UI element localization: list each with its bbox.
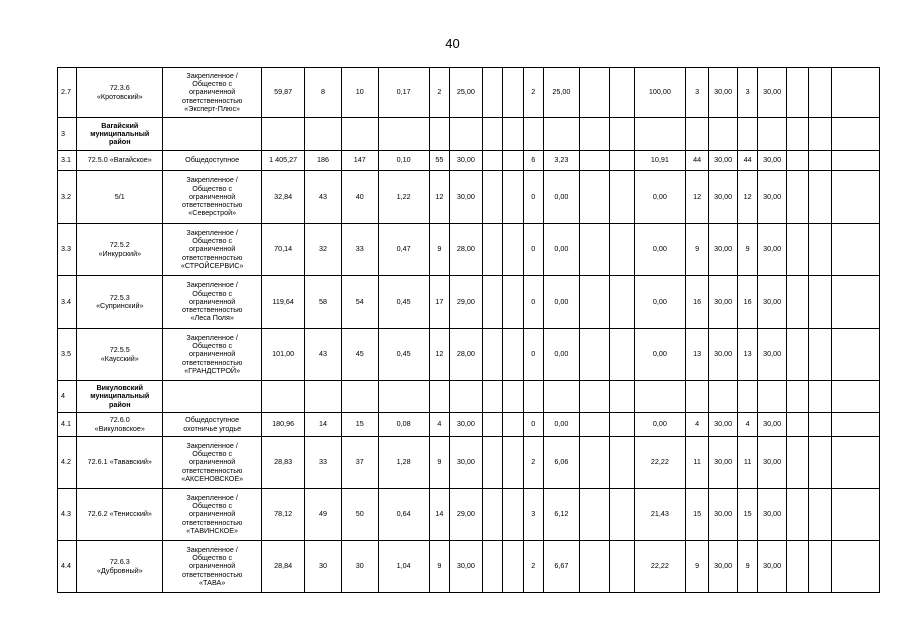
ground-type-cell: Закрепленное / Общество с ограниченной ответственностью «Эксперт-Плюс»	[163, 68, 262, 118]
empty-cell	[831, 437, 879, 489]
value-cell	[482, 224, 502, 276]
value-cell: 0,17	[378, 68, 429, 118]
value-cell: 6,67	[543, 541, 579, 593]
empty-cell	[809, 329, 831, 381]
value-cell: 6	[523, 151, 543, 171]
empty-cell	[831, 381, 879, 413]
hunting-grounds-table	[57, 67, 880, 593]
row-number-cell: 3.1	[58, 151, 77, 171]
value-cell: 30,00	[450, 437, 483, 489]
empty-cell	[809, 68, 831, 118]
value-cell: 30,00	[450, 413, 483, 437]
ground-name-cell: 72.6.0 «Викуловское»	[77, 413, 163, 437]
row-number-cell: 3.5	[58, 329, 77, 381]
empty-cell	[809, 118, 831, 151]
empty-cell	[786, 224, 808, 276]
empty-cell	[341, 381, 378, 413]
empty-cell	[786, 276, 808, 329]
value-cell: 0	[523, 224, 543, 276]
value-cell: 32	[305, 224, 342, 276]
empty-cell	[786, 171, 808, 224]
value-cell	[579, 489, 610, 541]
table-row	[58, 224, 880, 276]
value-cell: 29,00	[450, 489, 483, 541]
value-cell: 0,08	[378, 413, 429, 437]
value-cell: 22,22	[634, 541, 685, 593]
value-cell	[503, 437, 523, 489]
empty-cell	[163, 118, 262, 151]
value-cell: 0,00	[634, 276, 685, 329]
value-cell: 15	[737, 489, 757, 541]
empty-cell	[482, 381, 502, 413]
value-cell: 11	[737, 437, 757, 489]
value-cell: 4	[429, 413, 449, 437]
value-cell	[610, 329, 635, 381]
value-cell	[579, 329, 610, 381]
value-cell: 14	[429, 489, 449, 541]
empty-cell	[809, 437, 831, 489]
value-cell: 119,64	[262, 276, 305, 329]
empty-cell	[610, 118, 635, 151]
empty-cell	[341, 118, 378, 151]
empty-cell	[429, 118, 449, 151]
value-cell	[579, 541, 610, 593]
value-cell: 147	[341, 151, 378, 171]
empty-cell	[786, 68, 808, 118]
empty-cell	[831, 68, 879, 118]
value-cell: 21,43	[634, 489, 685, 541]
ground-name-cell: 72.6.3 «Дубровный»	[77, 541, 163, 593]
value-cell	[610, 171, 635, 224]
value-cell: 28,00	[450, 329, 483, 381]
value-cell: 30	[341, 541, 378, 593]
empty-cell	[809, 489, 831, 541]
empty-cell	[579, 118, 610, 151]
empty-cell	[685, 118, 708, 151]
value-cell: 2	[523, 68, 543, 118]
row-number-cell: 3.3	[58, 224, 77, 276]
value-cell	[482, 276, 502, 329]
value-cell	[503, 329, 523, 381]
table-row	[58, 413, 880, 437]
empty-cell	[543, 118, 579, 151]
row-number-cell: 4.1	[58, 413, 77, 437]
table-row	[58, 329, 880, 381]
value-cell	[579, 68, 610, 118]
table-row	[58, 171, 880, 224]
value-cell: 54	[341, 276, 378, 329]
value-cell: 14	[305, 413, 342, 437]
value-cell: 25,00	[450, 68, 483, 118]
empty-cell	[809, 151, 831, 171]
page-number: 40	[445, 36, 460, 51]
value-cell: 0,00	[634, 413, 685, 437]
value-cell: 43	[305, 329, 342, 381]
ground-type-cell: Закрепленное / Общество с ограниченной ответственностью «АКСЕНОВСКОЕ»	[163, 437, 262, 489]
value-cell: 30,00	[758, 171, 787, 224]
value-cell: 30,00	[709, 489, 738, 541]
value-cell	[482, 171, 502, 224]
value-cell: 10	[341, 68, 378, 118]
value-cell: 40	[341, 171, 378, 224]
value-cell: 30,00	[709, 68, 738, 118]
table-row	[58, 437, 880, 489]
ground-name-cell: 72.5.5 «Каусский»	[77, 329, 163, 381]
value-cell: 30,00	[709, 413, 738, 437]
value-cell: 16	[737, 276, 757, 329]
empty-cell	[831, 171, 879, 224]
empty-cell	[809, 276, 831, 329]
value-cell: 9	[737, 224, 757, 276]
value-cell	[482, 541, 502, 593]
empty-cell	[685, 381, 708, 413]
value-cell: 25,00	[543, 68, 579, 118]
ground-type-cell: Общедоступное	[163, 151, 262, 171]
value-cell: 8	[305, 68, 342, 118]
value-cell	[503, 224, 523, 276]
value-cell: 13	[737, 329, 757, 381]
value-cell: 186	[305, 151, 342, 171]
empty-cell	[305, 118, 342, 151]
empty-cell	[786, 381, 808, 413]
ground-type-cell: Закрепленное / Общество с ограниченной ответственностью «ТАВИНСКОЕ»	[163, 489, 262, 541]
value-cell	[482, 68, 502, 118]
value-cell	[482, 437, 502, 489]
empty-cell	[831, 329, 879, 381]
value-cell: 37	[341, 437, 378, 489]
value-cell: 32,84	[262, 171, 305, 224]
ground-name-cell: 5/1	[77, 171, 163, 224]
table-row	[58, 276, 880, 329]
empty-cell	[786, 151, 808, 171]
value-cell: 13	[685, 329, 708, 381]
value-cell: 30,00	[709, 541, 738, 593]
ground-name-cell: 72.6.1 «Тававский»	[77, 437, 163, 489]
value-cell: 28,83	[262, 437, 305, 489]
value-cell: 180,96	[262, 413, 305, 437]
value-cell: 0,00	[543, 276, 579, 329]
value-cell: 30,00	[709, 329, 738, 381]
empty-cell	[709, 118, 738, 151]
value-cell: 3	[737, 68, 757, 118]
value-cell	[610, 437, 635, 489]
row-number-cell: 4	[58, 381, 77, 413]
section-row	[58, 381, 880, 413]
value-cell: 33	[305, 437, 342, 489]
ground-name-cell: 72.6.2 «Тенисский»	[77, 489, 163, 541]
value-cell: 2	[429, 68, 449, 118]
empty-cell	[758, 381, 787, 413]
value-cell: 0,00	[543, 171, 579, 224]
value-cell: 70,14	[262, 224, 305, 276]
value-cell: 0	[523, 276, 543, 329]
empty-cell	[809, 413, 831, 437]
empty-cell	[831, 413, 879, 437]
value-cell: 29,00	[450, 276, 483, 329]
empty-cell	[809, 541, 831, 593]
value-cell: 9	[429, 224, 449, 276]
ground-type-cell: Закрепленное / Общество с ограниченной ответственностью «СТРОЙСЕРВИС»	[163, 224, 262, 276]
value-cell	[610, 276, 635, 329]
value-cell: 6,06	[543, 437, 579, 489]
ground-type-cell: Закрепленное / Общество с ограниченной ответственностью «Северстрой»	[163, 171, 262, 224]
value-cell: 0,64	[378, 489, 429, 541]
value-cell: 101,00	[262, 329, 305, 381]
row-number-cell: 2.7	[58, 68, 77, 118]
value-cell	[482, 489, 502, 541]
value-cell: 49	[305, 489, 342, 541]
empty-cell	[786, 489, 808, 541]
value-cell: 30,00	[450, 151, 483, 171]
empty-cell	[831, 489, 879, 541]
empty-cell	[523, 118, 543, 151]
empty-cell	[809, 381, 831, 413]
value-cell: 0,00	[634, 224, 685, 276]
value-cell: 55	[429, 151, 449, 171]
table-row	[58, 151, 880, 171]
value-cell: 17	[429, 276, 449, 329]
value-cell: 12	[737, 171, 757, 224]
value-cell: 1 405,27	[262, 151, 305, 171]
value-cell: 30,00	[709, 276, 738, 329]
value-cell: 9	[429, 541, 449, 593]
empty-cell	[786, 541, 808, 593]
section-title-cell: Викуловский муниципальный район	[77, 381, 163, 413]
value-cell: 9	[685, 224, 708, 276]
ground-type-cell: Закрепленное / Общество с ограниченной ответственностью «ТАВА»	[163, 541, 262, 593]
value-cell: 12	[429, 329, 449, 381]
value-cell	[579, 151, 610, 171]
value-cell: 28,84	[262, 541, 305, 593]
value-cell: 30,00	[758, 329, 787, 381]
ground-name-cell: 72.3.6 «Кротовский»	[77, 68, 163, 118]
empty-cell	[305, 381, 342, 413]
empty-cell	[450, 118, 483, 151]
value-cell: 9	[737, 541, 757, 593]
empty-cell	[809, 224, 831, 276]
value-cell: 30,00	[758, 437, 787, 489]
empty-cell	[378, 118, 429, 151]
row-number-cell: 3.2	[58, 171, 77, 224]
value-cell: 12	[429, 171, 449, 224]
value-cell: 30,00	[758, 68, 787, 118]
value-cell: 30	[305, 541, 342, 593]
ground-type-cell: Общедоступное охотничье угодье	[163, 413, 262, 437]
row-number-cell: 4.4	[58, 541, 77, 593]
value-cell: 30,00	[758, 224, 787, 276]
value-cell: 0,45	[378, 276, 429, 329]
row-number-cell: 3.4	[58, 276, 77, 329]
empty-cell	[737, 118, 757, 151]
value-cell	[503, 171, 523, 224]
value-cell: 43	[305, 171, 342, 224]
value-cell: 6,12	[543, 489, 579, 541]
empty-cell	[786, 413, 808, 437]
value-cell: 4	[737, 413, 757, 437]
empty-cell	[262, 118, 305, 151]
value-cell	[610, 151, 635, 171]
value-cell	[503, 276, 523, 329]
empty-cell	[831, 224, 879, 276]
value-cell	[503, 489, 523, 541]
value-cell: 0,00	[634, 329, 685, 381]
value-cell	[579, 171, 610, 224]
value-cell: 30,00	[709, 224, 738, 276]
value-cell: 0	[523, 413, 543, 437]
value-cell: 0,00	[543, 224, 579, 276]
value-cell	[610, 541, 635, 593]
empty-cell	[737, 381, 757, 413]
empty-cell	[503, 118, 523, 151]
value-cell: 1,22	[378, 171, 429, 224]
empty-cell	[163, 381, 262, 413]
ground-type-cell: Закрепленное / Общество с ограниченной ответственностью «ГРАНДСТРОЙ»	[163, 329, 262, 381]
value-cell	[482, 151, 502, 171]
value-cell: 2	[523, 437, 543, 489]
value-cell: 50	[341, 489, 378, 541]
value-cell: 30,00	[450, 541, 483, 593]
value-cell: 2	[523, 541, 543, 593]
value-cell	[503, 541, 523, 593]
value-cell	[579, 437, 610, 489]
value-cell: 100,00	[634, 68, 685, 118]
table-row	[58, 541, 880, 593]
ground-name-cell: 72.5.3 «Супринский»	[77, 276, 163, 329]
empty-cell	[831, 118, 879, 151]
empty-cell	[709, 381, 738, 413]
empty-cell	[831, 276, 879, 329]
empty-cell	[809, 171, 831, 224]
value-cell	[482, 329, 502, 381]
ground-name-cell: 72.5.0 «Вагайское»	[77, 151, 163, 171]
value-cell: 33	[341, 224, 378, 276]
value-cell: 78,12	[262, 489, 305, 541]
value-cell: 0	[523, 171, 543, 224]
value-cell: 0,10	[378, 151, 429, 171]
empty-cell	[543, 381, 579, 413]
value-cell: 30,00	[758, 541, 787, 593]
value-cell: 44	[737, 151, 757, 171]
empty-cell	[429, 381, 449, 413]
value-cell: 30,00	[758, 489, 787, 541]
table-row	[58, 489, 880, 541]
value-cell: 0	[523, 329, 543, 381]
value-cell	[503, 151, 523, 171]
value-cell	[579, 224, 610, 276]
empty-cell	[262, 381, 305, 413]
value-cell: 30,00	[450, 171, 483, 224]
empty-cell	[786, 437, 808, 489]
value-cell	[610, 68, 635, 118]
value-cell	[503, 68, 523, 118]
value-cell: 16	[685, 276, 708, 329]
empty-cell	[634, 381, 685, 413]
empty-cell	[579, 381, 610, 413]
value-cell: 15	[685, 489, 708, 541]
empty-cell	[758, 118, 787, 151]
value-cell	[503, 413, 523, 437]
ground-name-cell: 72.5.2 «Инкурский»	[77, 224, 163, 276]
value-cell: 45	[341, 329, 378, 381]
section-title-cell: Вагайский муниципальный район	[77, 118, 163, 151]
row-number-cell: 3	[58, 118, 77, 151]
value-cell: 59,87	[262, 68, 305, 118]
empty-cell	[831, 151, 879, 171]
value-cell: 15	[341, 413, 378, 437]
value-cell: 1,28	[378, 437, 429, 489]
value-cell	[579, 276, 610, 329]
empty-cell	[634, 118, 685, 151]
value-cell: 30,00	[709, 437, 738, 489]
value-cell	[482, 413, 502, 437]
empty-cell	[831, 541, 879, 593]
empty-cell	[523, 381, 543, 413]
empty-cell	[450, 381, 483, 413]
value-cell: 11	[685, 437, 708, 489]
value-cell: 30,00	[758, 151, 787, 171]
value-cell	[610, 413, 635, 437]
empty-cell	[378, 381, 429, 413]
value-cell: 3	[523, 489, 543, 541]
value-cell: 3	[685, 68, 708, 118]
empty-cell	[482, 118, 502, 151]
value-cell	[610, 489, 635, 541]
empty-cell	[786, 329, 808, 381]
value-cell: 12	[685, 171, 708, 224]
value-cell: 3,23	[543, 151, 579, 171]
value-cell: 30,00	[709, 171, 738, 224]
value-cell: 4	[685, 413, 708, 437]
value-cell	[610, 224, 635, 276]
table-row	[58, 68, 880, 118]
value-cell: 0,45	[378, 329, 429, 381]
ground-type-cell: Закрепленное / Общество с ограниченной ответственностью «Леса Поля»	[163, 276, 262, 329]
value-cell	[579, 413, 610, 437]
value-cell: 28,00	[450, 224, 483, 276]
value-cell: 30,00	[758, 276, 787, 329]
value-cell: 9	[429, 437, 449, 489]
empty-cell	[610, 381, 635, 413]
row-number-cell: 4.3	[58, 489, 77, 541]
value-cell: 30,00	[709, 151, 738, 171]
value-cell: 9	[685, 541, 708, 593]
section-row	[58, 118, 880, 151]
value-cell: 44	[685, 151, 708, 171]
value-cell: 0,00	[634, 171, 685, 224]
value-cell: 58	[305, 276, 342, 329]
empty-cell	[786, 118, 808, 151]
value-cell: 0,00	[543, 413, 579, 437]
value-cell: 30,00	[758, 413, 787, 437]
value-cell: 10,91	[634, 151, 685, 171]
row-number-cell: 4.2	[58, 437, 77, 489]
value-cell: 0,00	[543, 329, 579, 381]
value-cell: 1,04	[378, 541, 429, 593]
empty-cell	[503, 381, 523, 413]
value-cell: 22,22	[634, 437, 685, 489]
value-cell: 0,47	[378, 224, 429, 276]
